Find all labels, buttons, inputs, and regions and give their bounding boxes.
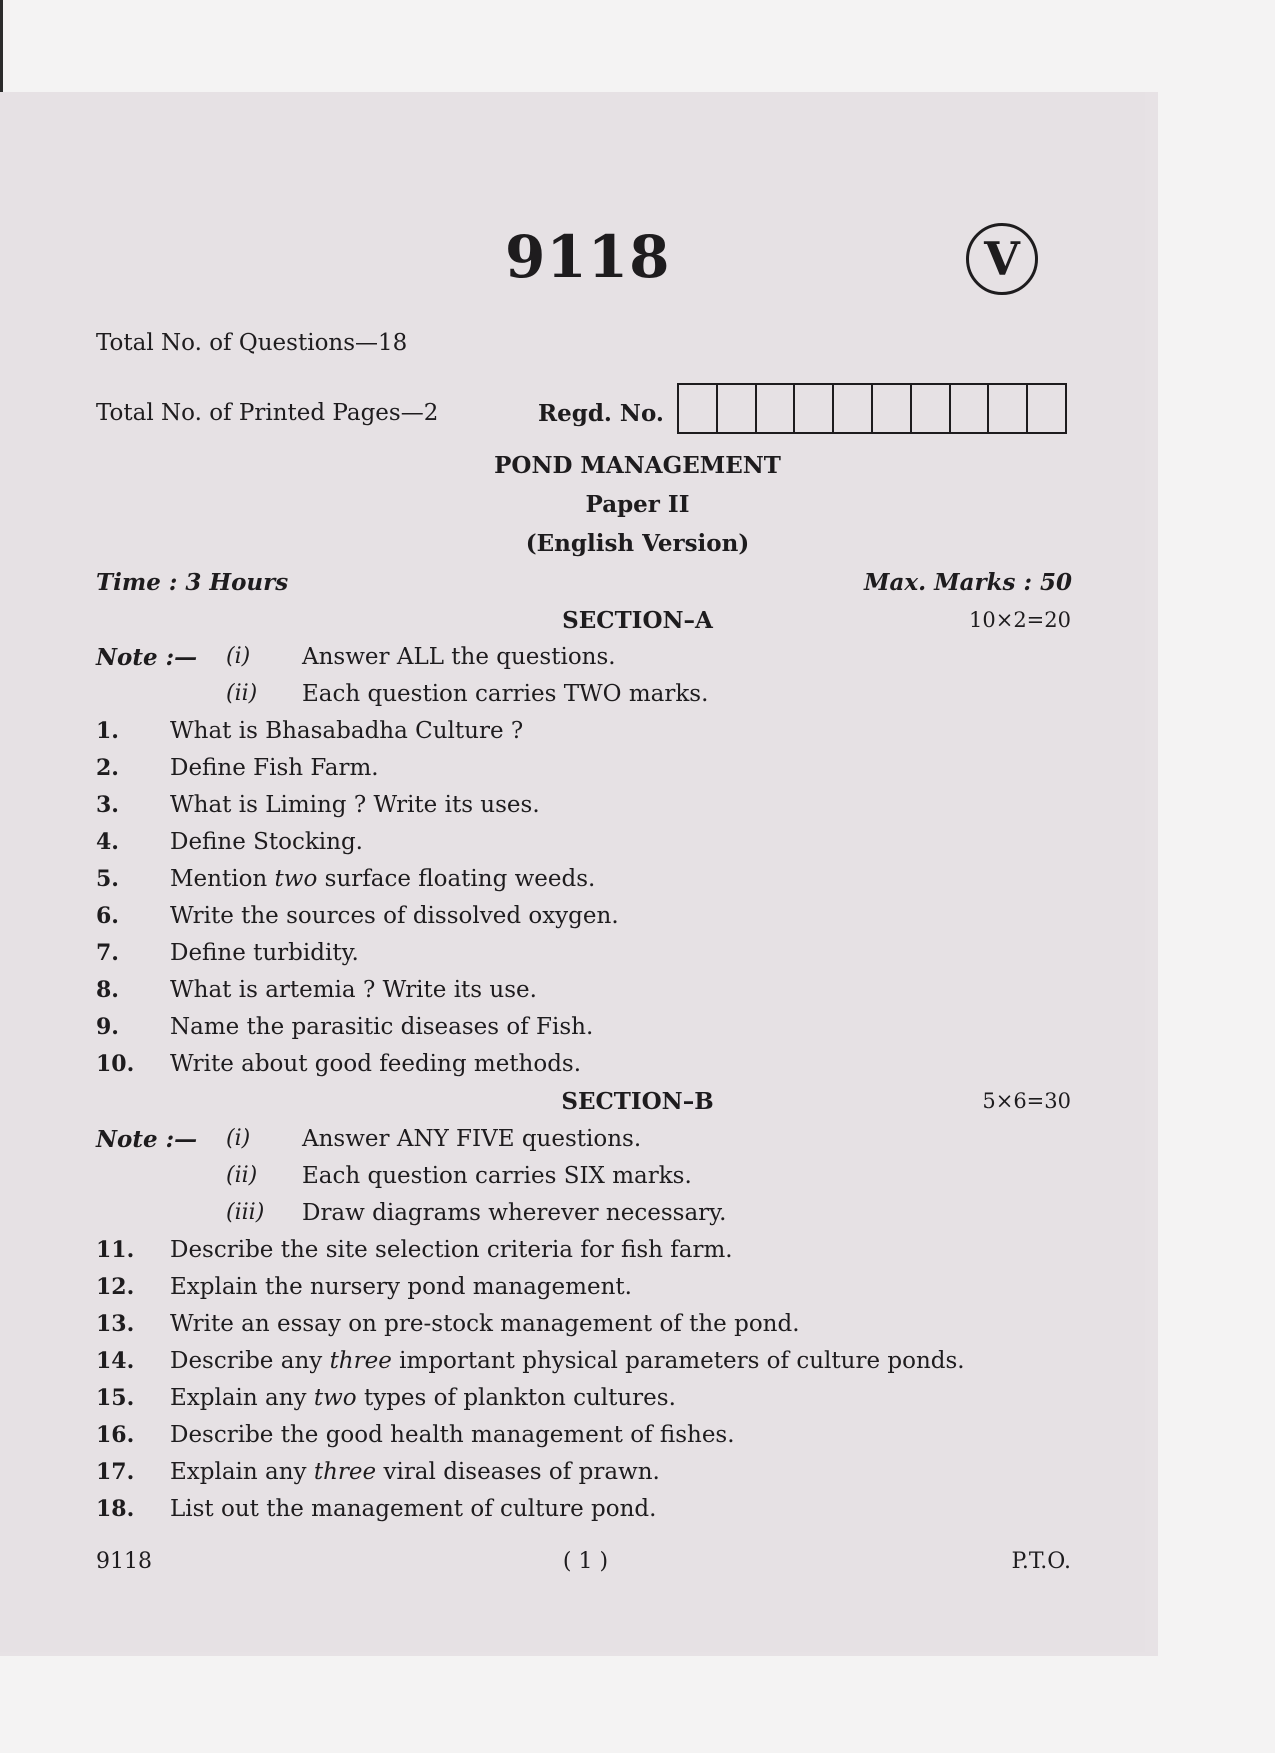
question-number: 11. — [96, 1237, 135, 1263]
question-number: 12. — [96, 1274, 135, 1300]
total-pages: Total No. of Printed Pages—2 — [96, 400, 439, 426]
question-emphasis: two — [274, 866, 318, 892]
question-row — [0, 1014, 1275, 1044]
question-row — [0, 755, 1275, 785]
regd-digit-box[interactable] — [912, 385, 951, 432]
paper-code: 9118 — [505, 223, 671, 291]
section-b-note-1 — [0, 1126, 1275, 1156]
question-row — [0, 1422, 1275, 1452]
question-row — [0, 940, 1275, 970]
subject-title: POND MANAGEMENT — [494, 452, 781, 479]
section-a-marks: 10×2=20 — [969, 608, 1071, 632]
question-number: 9. — [96, 1014, 119, 1040]
question-text: What is Bhasabadha Culture ? — [170, 718, 524, 744]
regd-digit-box[interactable] — [757, 385, 796, 432]
time-allowed: Time : 3 Hours — [96, 569, 289, 596]
question-row — [0, 866, 1275, 896]
regd-label: Regd. No. — [538, 400, 664, 427]
question-text: Name the parasitic diseases of Fish. — [170, 1014, 594, 1040]
regd-digit-box[interactable] — [834, 385, 873, 432]
question-row — [0, 1385, 1275, 1415]
question-number: 2. — [96, 755, 119, 781]
section-b-marks: 5×6=30 — [982, 1089, 1071, 1113]
question-text-part: viral diseases of prawn. — [376, 1459, 660, 1485]
question-emphasis: three — [313, 1459, 377, 1485]
question-text-part: Mention — [170, 866, 275, 892]
regd-digit-box[interactable] — [795, 385, 834, 432]
question-row — [0, 1459, 1275, 1489]
question-row — [0, 792, 1275, 822]
question-number: 15. — [96, 1385, 135, 1411]
question-number: 4. — [96, 829, 119, 855]
question-text — [170, 1385, 676, 1411]
note-label: Note :— — [96, 1126, 198, 1153]
regd-digit-box[interactable] — [679, 385, 718, 432]
question-number: 14. — [96, 1348, 135, 1374]
version-circle-mark: V — [966, 223, 1038, 295]
footer-paper-code: 9118 — [96, 1549, 152, 1574]
language-version: (English Version) — [525, 530, 750, 557]
question-text: Write an essay on pre-stock management of the pond. — [170, 1311, 800, 1337]
question-text: What is artemia ? Write its use. — [170, 977, 537, 1003]
question-number: 6. — [96, 903, 119, 929]
question-text: Write the sources of dissolved oxygen. — [170, 903, 619, 929]
question-number: 8. — [96, 977, 119, 1003]
question-number: 18. — [96, 1496, 135, 1522]
note-text: Draw diagrams wherever necessary. — [302, 1200, 727, 1226]
question-row — [0, 977, 1275, 1007]
question-row — [0, 1496, 1275, 1526]
section-a-note-2 — [0, 681, 1275, 711]
question-text: What is Liming ? Write its uses. — [170, 792, 540, 818]
total-questions: Total No. of Questions—18 — [96, 330, 408, 356]
note-text: Each question carries TWO marks. — [302, 681, 709, 707]
note-text: Answer ANY FIVE questions. — [302, 1126, 642, 1152]
question-row — [0, 829, 1275, 859]
question-row — [0, 1237, 1275, 1267]
footer-page-number: ( 1 ) — [562, 1549, 609, 1574]
question-text: Define Stocking. — [170, 829, 363, 855]
question-text — [170, 1459, 660, 1485]
question-text: Explain the nursery pond management. — [170, 1274, 632, 1300]
question-text-part: Describe any — [170, 1348, 330, 1374]
question-row — [0, 718, 1275, 748]
question-emphasis: two — [313, 1385, 357, 1411]
section-b-note-3 — [0, 1200, 1275, 1230]
regd-number-boxes[interactable] — [677, 383, 1067, 434]
question-number: 13. — [96, 1311, 135, 1337]
regd-digit-box[interactable] — [873, 385, 912, 432]
regd-digit-box[interactable] — [989, 385, 1028, 432]
question-text — [170, 866, 595, 892]
question-number: 16. — [96, 1422, 135, 1448]
regd-digit-box[interactable] — [951, 385, 990, 432]
max-marks: Max. Marks : 50 — [864, 569, 1072, 596]
question-row — [0, 1274, 1275, 1304]
question-text: Define turbidity. — [170, 940, 359, 966]
note-roman: (i) — [226, 1126, 251, 1151]
footer-pto: P.T.O. — [1011, 1549, 1071, 1574]
paper-number: Paper II — [585, 491, 690, 518]
question-text: Describe the site selection criteria for fish farm. — [170, 1237, 733, 1263]
section-b-title: SECTION–B — [561, 1088, 714, 1115]
note-text: Each question carries SIX marks. — [302, 1163, 692, 1189]
question-text-part: surface floating weeds. — [317, 866, 596, 892]
question-text: List out the management of culture pond. — [170, 1496, 657, 1522]
question-text-part: Explain any — [170, 1459, 314, 1485]
note-label: Note :— — [96, 644, 198, 671]
question-text — [170, 1348, 965, 1374]
note-roman: (ii) — [226, 1163, 258, 1188]
section-a-title: SECTION–A — [562, 607, 713, 634]
section-b-note-2 — [0, 1163, 1275, 1193]
question-number: 5. — [96, 866, 119, 892]
question-text-part: types of plankton cultures. — [356, 1385, 676, 1411]
question-text: Write about good feeding methods. — [170, 1051, 582, 1077]
question-row — [0, 903, 1275, 933]
question-number: 10. — [96, 1051, 135, 1077]
regd-digit-box[interactable] — [1028, 385, 1065, 432]
question-row — [0, 1348, 1275, 1378]
note-roman: (i) — [226, 644, 251, 669]
regd-digit-box[interactable] — [718, 385, 757, 432]
note-roman: (ii) — [226, 681, 258, 706]
question-number: 7. — [96, 940, 119, 966]
question-row — [0, 1311, 1275, 1341]
question-text-part: important physical parameters of culture ponds. — [391, 1348, 965, 1374]
question-text: Describe the good health management of fishes. — [170, 1422, 735, 1448]
question-text: Define Fish Farm. — [170, 755, 379, 781]
question-text-part: Explain any — [170, 1385, 314, 1411]
question-emphasis: three — [329, 1348, 392, 1374]
question-row — [0, 1051, 1275, 1081]
question-number: 17. — [96, 1459, 135, 1485]
question-number: 1. — [96, 718, 119, 744]
scan-edge — [0, 0, 3, 94]
question-number: 3. — [96, 792, 119, 818]
section-a-note-1 — [0, 644, 1275, 674]
note-text: Answer ALL the questions. — [302, 644, 616, 670]
note-roman: (iii) — [226, 1200, 265, 1225]
